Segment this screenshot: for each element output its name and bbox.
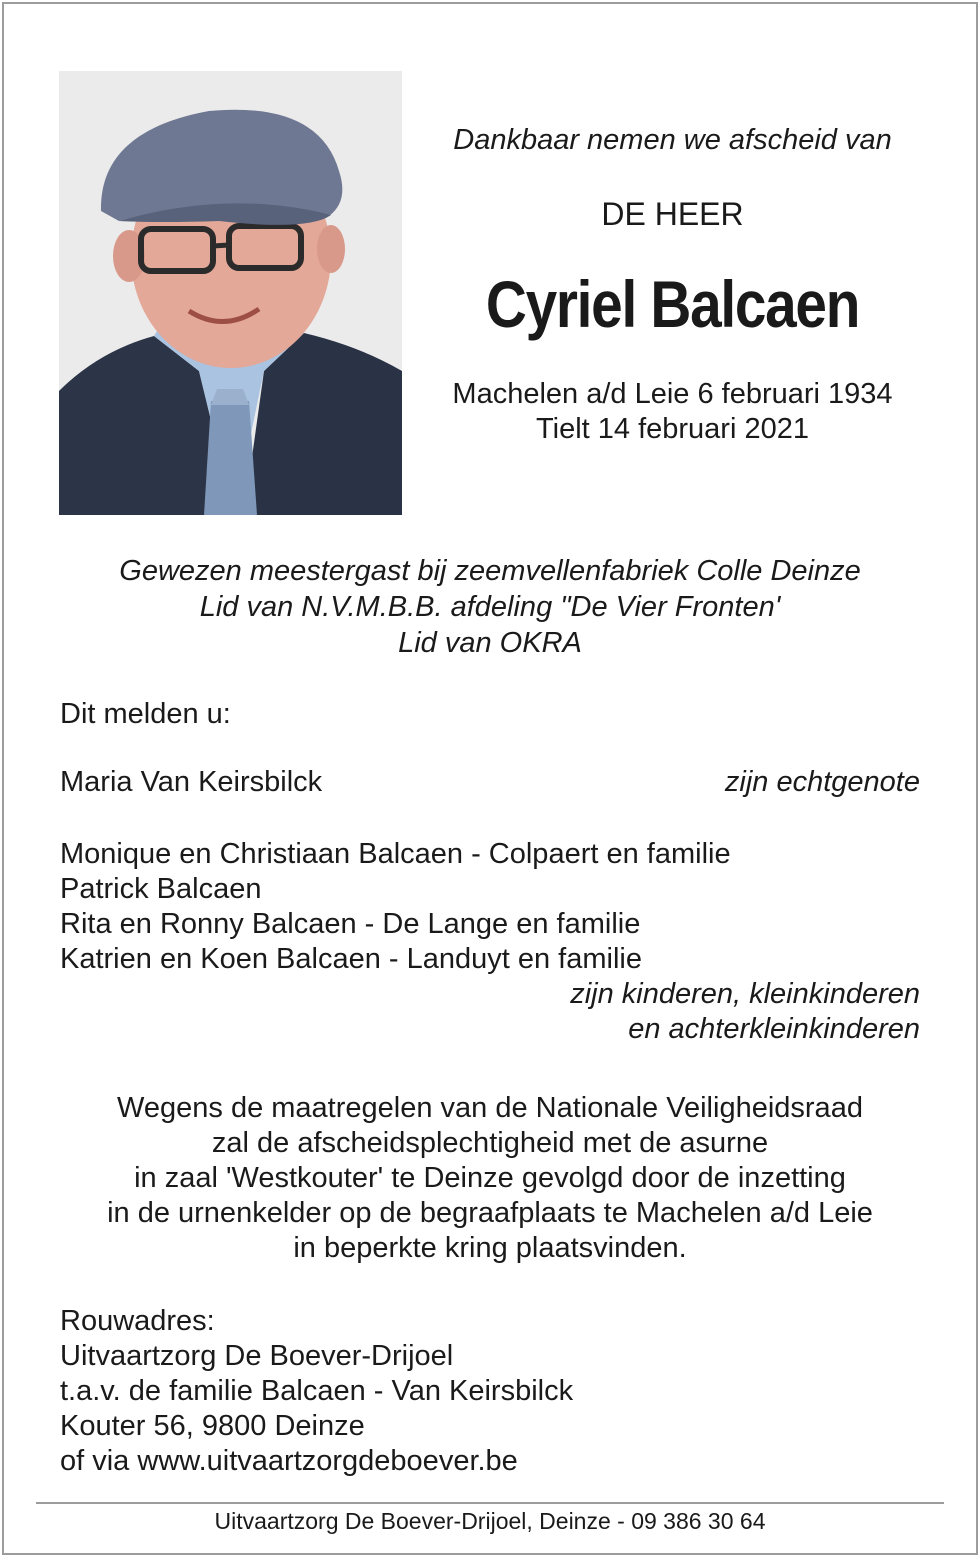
notice-line: in beperkte kring plaatsvinden. [293, 1232, 687, 1264]
notice-line: Wegens de maatregelen van de Nationale Veiligheidsraad [117, 1092, 863, 1124]
footer-divider [36, 1502, 944, 1504]
mourning-address [60, 1304, 573, 1479]
roles-block [40, 553, 940, 661]
life-dates [420, 377, 925, 447]
role-line: Lid van OKRA [398, 627, 582, 659]
notice-line: in zaal 'Westkouter' te Deinze gevolgd door de inzetting [134, 1162, 846, 1194]
notice-line: zal de afscheidsplechtigheid met de asurne [211, 1127, 769, 1159]
children-relation-line: zijn kinderen, kleinkinderen [570, 978, 920, 1010]
intro-text: Dankbaar nemen we afscheid van [453, 124, 892, 156]
child-line: Rita en Ronny Balcaen - De Lange en familie [60, 908, 641, 940]
address-line: Uitvaartzorg De Boever-Drijoel [60, 1340, 454, 1372]
children-relation-line: en achterkleinkinderen [628, 1013, 920, 1045]
child-line: Patrick Balcaen [60, 873, 262, 905]
spouse-relation: zijn echtgenote [724, 766, 920, 798]
role-line: Gewezen meestergast bij zeemvellenfabriek Colle Deinze [119, 555, 861, 587]
address-line: of via www.uitvaartzorgdeboever.be [60, 1445, 518, 1477]
address-line: Rouwadres: [60, 1305, 215, 1337]
notice-line: in de urnenkelder op de begraafplaats te Machelen a/d Leie [107, 1197, 873, 1229]
deceased-name: Cyriel Balcaen [485, 267, 860, 341]
announce-text: Dit melden u: [60, 698, 231, 730]
birth-line: Machelen a/d Leie 6 februari 1934 [452, 378, 893, 410]
honorific: DE HEER [601, 196, 744, 232]
address-line: Kouter 56, 9800 Deinze [60, 1410, 365, 1442]
death-line: Tielt 14 februari 2021 [536, 413, 809, 445]
child-line: Monique en Christiaan Balcaen - Colpaert en familie [60, 838, 731, 870]
role-line: Lid van N.V.M.B.B. afdeling "De Vier Fronten' [199, 591, 781, 623]
footer-text: Uitvaartzorg De Boever-Drijoel, Deinze - 09 386 30 64 [214, 1508, 766, 1534]
portrait-photo [59, 71, 402, 515]
child-line: Katrien en Koen Balcaen - Landuyt en familie [60, 943, 642, 975]
ceremony-notice [40, 1091, 940, 1266]
spouse-name: Maria Van Keirsbilck [60, 766, 323, 798]
address-line: t.a.v. de familie Balcaen - Van Keirsbilck [60, 1375, 574, 1407]
